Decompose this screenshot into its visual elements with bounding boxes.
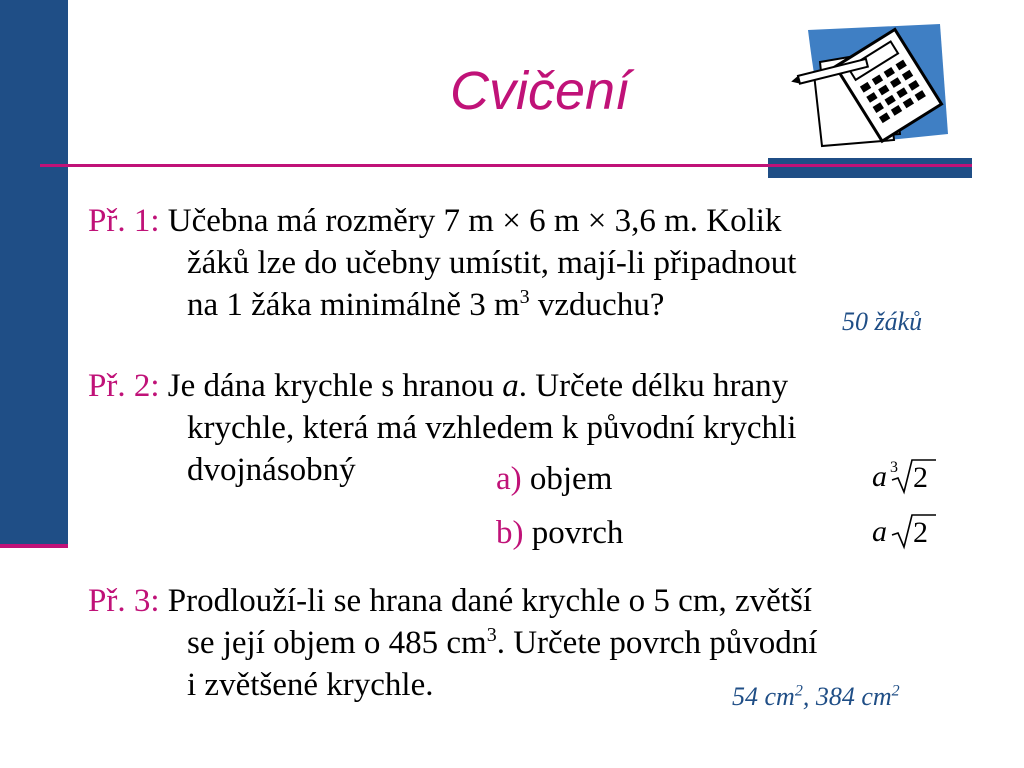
exercise-3-answer-1: 54 cm bbox=[732, 682, 795, 711]
answer-a-root-index: 3 bbox=[890, 459, 898, 476]
exercise-2-line-2: krychle, která má vzhledem k původní krychli bbox=[187, 410, 797, 446]
exercise-2-option-a bbox=[496, 461, 612, 498]
exercise-1-text-1: Učebna má rozměry 7 m × 6 m × 3,6 m. Kolik bbox=[159, 203, 782, 239]
exercise-3-line-2 bbox=[88, 622, 817, 664]
answer-b-variable: a bbox=[872, 515, 887, 548]
exercise-3-line-3: i zvětšené krychle. bbox=[187, 667, 434, 703]
exercise-2-answer-b bbox=[872, 515, 887, 549]
exercise-2-text-1b: . Určete délku hrany bbox=[518, 368, 789, 404]
exercise-3-answer-2: , 384 cm bbox=[802, 682, 892, 711]
exercise-2-option-b-text: povrch bbox=[523, 515, 624, 551]
exercise-2-line-1 bbox=[88, 365, 796, 407]
answer-a-variable: a bbox=[872, 460, 887, 493]
exercise-1-text-3b: vzduchu? bbox=[529, 287, 665, 323]
exercise-3-answer-1-exp: 2 bbox=[794, 682, 803, 700]
exercise-2 bbox=[88, 365, 796, 491]
exercise-1-text-3a: na 1 žáka minimálně 3 m bbox=[187, 287, 520, 323]
exercise-3-exponent: 3 bbox=[486, 624, 497, 646]
left-decor-bar-accent bbox=[0, 544, 68, 548]
exercise-3-line-1 bbox=[88, 580, 817, 622]
exercise-3-text-1: Prodlouží-li se hrana dané krychle o 5 cm, zvětší bbox=[159, 583, 812, 619]
title-underline-accent bbox=[768, 164, 972, 167]
exercise-3-text-2b: . Určete povrch původní bbox=[496, 625, 818, 661]
exercise-1-exponent: 3 bbox=[519, 286, 530, 308]
exercise-1-answer: 50 žáků bbox=[842, 307, 923, 336]
answer-b-radicand: 2 bbox=[913, 516, 928, 549]
slide-title: Cvičení bbox=[449, 61, 631, 121]
exercise-3-answer bbox=[732, 682, 900, 712]
exercise-1-line-3 bbox=[88, 284, 796, 326]
exercise-3-number: Př. 3: bbox=[88, 583, 160, 619]
exercise-3-answer-2-exp: 2 bbox=[891, 682, 900, 700]
exercise-1 bbox=[88, 200, 796, 326]
exercise-1-line-2: žáků lze do učebny umístit, mají-li připadnout bbox=[187, 245, 797, 281]
exercise-2-text-1a: Je dána krychle s hranou bbox=[159, 368, 503, 404]
exercise-2-option-a-text: objem bbox=[521, 461, 613, 497]
exercise-2-option-b-label: b) bbox=[496, 515, 524, 551]
exercise-2-option-a-label: a) bbox=[496, 461, 522, 497]
exercise-3-text-2a: se její objem o 485 cm bbox=[187, 625, 487, 661]
answer-a-radicand: 2 bbox=[913, 461, 928, 494]
exercise-2-option-b bbox=[496, 515, 623, 552]
exercise-1-line-1 bbox=[88, 200, 796, 242]
title-underline-block bbox=[768, 158, 972, 178]
exercise-2-answer-a bbox=[872, 460, 887, 494]
calculator-clipart-icon bbox=[790, 22, 950, 152]
exercise-1-number: Př. 1: bbox=[88, 203, 160, 239]
exercise-2-variable: a bbox=[502, 368, 519, 404]
exercise-2-line-3: dvojnásobný bbox=[187, 452, 356, 488]
exercise-3 bbox=[88, 580, 817, 706]
exercise-2-number: Př. 2: bbox=[88, 368, 160, 404]
